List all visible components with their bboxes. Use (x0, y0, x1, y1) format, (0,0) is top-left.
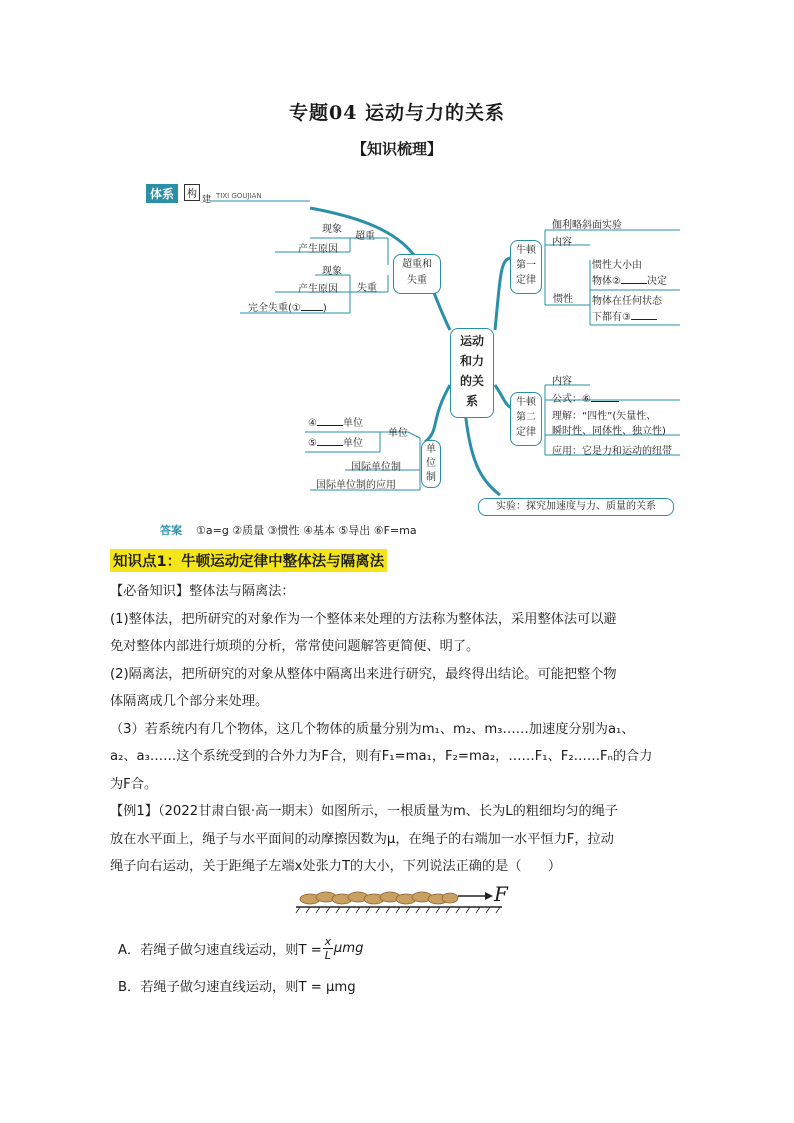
label-wanquan (248, 299, 327, 314)
node-experiment: 实验：探究加速度与力、质量的关系 (478, 498, 674, 516)
label-niu2-lijie1: 理解：“四性”(矢量性、 (552, 411, 657, 422)
node-line: 牛顿 (516, 397, 536, 408)
option-a-text: A．若绳子做匀速直线运动，则T = (118, 943, 322, 958)
knowledge-p3-line3: 为F合。 (110, 776, 158, 792)
knowledge-p3-line1: （3）若系统内有几个物体，这几个物体的质量分别为m₁、m₂、m₃……加速度分别为a₁、 (110, 721, 635, 737)
node-line: 定律 (516, 427, 536, 438)
example-line1: 【例1】（2022甘肃白银·高一期末）如图所示，一根质量为m、长为L的粗细均匀的绳子 (110, 804, 619, 819)
label-chaozhong: 超重 (355, 231, 375, 242)
node-line: 定律 (516, 275, 536, 286)
node-line: 牛顿 (516, 245, 536, 256)
label-wanquan-end: ) (322, 303, 327, 314)
label-niu2-content: 内容 (552, 376, 572, 387)
knowledge-p1-line1: (1)整体法，把所研究的对象作为一个整体来处理的方法称为整体法，采用整体法可以避 (110, 611, 617, 627)
node-danwei (421, 440, 441, 488)
label-niu1-exp: 伽利略斜面实验 (552, 220, 622, 231)
knowledge-p1-line2: 免对整体内部进行烦琐的分析，常常使问题解答更简便、明了。 (110, 639, 480, 654)
force-label: F (494, 882, 508, 906)
knowledge-p3-line2: a₂、a₃……这个系统受到的合外力为F合，则有F₁=ma₁，F₂=ma₂，……F₁、F₂……Fₙ的合力 (110, 749, 653, 764)
center-line: 运动 (459, 334, 484, 348)
answer-items: ①a=g ②质量 ③惯性 ④基本 ⑤导出 ⑥F=ma (196, 524, 417, 537)
answer-line (160, 522, 417, 538)
label-yuanyin-2: 产生原因 (298, 284, 338, 295)
center-node (450, 328, 494, 418)
label-shizhong: 失重 (357, 283, 377, 294)
label-niu1-content: 内容 (552, 237, 572, 248)
option-a-fraction (323, 935, 333, 962)
center-line: 和力 (459, 354, 484, 368)
label-yuanyin-1: 产生原因 (298, 244, 338, 255)
mindmap-badge-gou: 构 (184, 184, 200, 201)
node-line: 失重 (407, 275, 427, 286)
label-guanxing-a1: 惯性大小由 (592, 260, 642, 271)
node-line: 超重和 (402, 259, 432, 270)
label-wanquan-text: 完全失重(① (248, 303, 301, 314)
label-guanxing-b2-text: 下都有③ (592, 312, 631, 323)
node-line: 位 (426, 458, 436, 469)
node-niu1 (510, 240, 542, 294)
option-b[interactable]: B．若绳子做匀速直线运动，则T = μmg (118, 980, 356, 995)
knowledge-point-title: 知识点1：牛顿运动定律中整体法与隔离法 (110, 549, 387, 572)
label-guanxing-a3: 决定 (646, 276, 667, 287)
node-chaozhong (393, 254, 441, 294)
mindmap-badge-jian: 建 (202, 195, 212, 205)
label-danwei: 单位 (388, 428, 408, 439)
mindmap-badge: 体系 (146, 184, 178, 203)
node-line: 制 (426, 472, 436, 483)
example-line3: 绳子向右运动，关于距绳子左端x处张力T的大小，下列说法正确的是（ ） (110, 859, 562, 874)
label-guanxing-b1: 物体在任何状态 (592, 296, 662, 307)
knowledge-p2-line2: 体隔离成几个部分来处理。 (110, 694, 269, 709)
label-guanxing: 惯性 (553, 294, 573, 305)
label-guoji-app: 国际单位制的应用 (316, 480, 396, 491)
label-niu2-lijie2: 瞬时性、同体性、独立性) (552, 426, 666, 437)
page-title: 专题04 运动与力的关系 (288, 102, 506, 124)
section-subtitle: 【知识梳理】 (351, 140, 442, 158)
label-niu2-formula (552, 390, 619, 405)
label-danwei-5 (308, 434, 363, 449)
label-xianxiang-1: 现象 (322, 224, 342, 235)
example-line2: 放在水平面上，绳子与水平面间的动摩擦因数为μ，在绳子的右端加一水平恒力F，拉动 (110, 831, 614, 847)
knowledge-intro: 【必备知识】整体法与隔离法： (110, 584, 295, 599)
node-line: 第二 (516, 412, 536, 423)
mindmap-badge-pinyin: TIXI GOUJIAN (216, 192, 262, 200)
fraction-numerator: x (324, 935, 332, 948)
label-danwei-4-end: 单位 (342, 418, 363, 429)
node-line: 第一 (516, 260, 536, 271)
node-line: 单 (426, 444, 436, 455)
center-line: 系 (465, 394, 478, 408)
fraction-denominator: L (324, 949, 331, 962)
label-danwei-5-end: 单位 (342, 438, 363, 449)
center-line: 的关 (459, 374, 484, 388)
answer-label: 答案 (160, 524, 182, 537)
arrow-head-icon (485, 892, 493, 900)
option-a[interactable] (118, 935, 364, 962)
label-guoji: 国际单位制 (351, 462, 401, 473)
label-guanxing-b2 (592, 308, 657, 323)
label-danwei-5-num: ⑤ (308, 438, 317, 449)
label-guanxing-a2 (592, 272, 667, 287)
rope-figure (290, 880, 510, 916)
label-xianxiang-2: 现象 (322, 266, 342, 277)
label-guanxing-a2-text: 物体② (592, 276, 621, 287)
label-danwei-4-num: ④ (308, 418, 317, 429)
knowledge-body (110, 578, 670, 881)
label-niu2-formula-text: 公式：⑥ (552, 394, 591, 405)
label-danwei-4 (308, 414, 363, 429)
node-niu2 (510, 392, 542, 446)
option-a-tail: μmg (333, 941, 364, 956)
knowledge-p2-line1: (2)隔离法，把所研究的对象从整体中隔离出来进行研究，最终得出结论。可能把整个物 (110, 666, 617, 682)
label-niu2-app: 应用：它是力和运动的纽带 (552, 446, 672, 457)
